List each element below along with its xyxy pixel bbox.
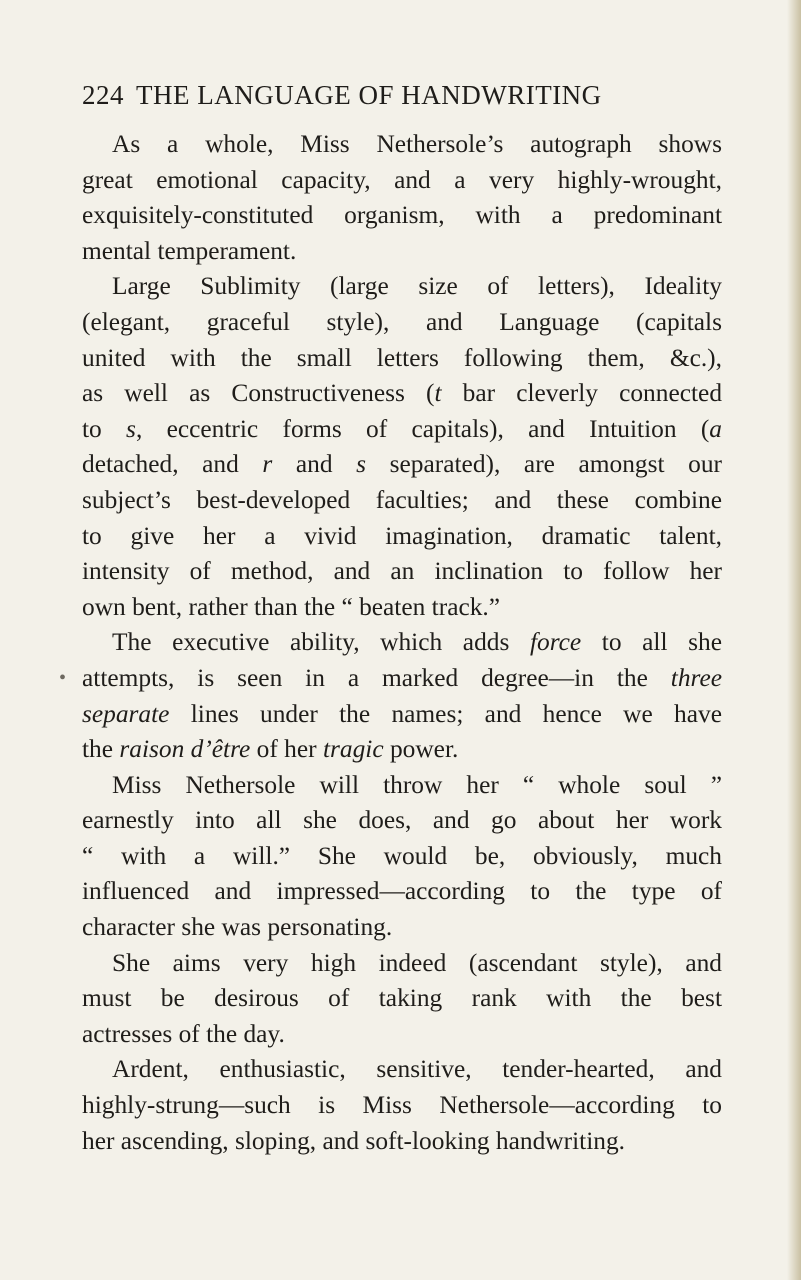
text-line: actresses of the day. [82,1019,285,1048]
text-line: great emotional capacity, and a very highly-wrought, [82,165,722,194]
text-line: exquisitely-constituted organism, with a predominant [82,201,722,230]
text-line: highly-strung—such is Miss Nethersole—according to [82,1091,722,1120]
page-edge-shadow [787,0,801,1280]
text-line: united with the small letters following them, &c.), [82,343,722,372]
text-line: to give her a vivid imagination, dramatic talent, [82,521,722,550]
text-line: must be desirous of taking rank with the best [82,984,722,1013]
text-run: as well as Constructiveness ( [82,379,435,408]
text-run: The executive ability, which adds [112,628,530,657]
body-text [59,127,723,1159]
text-line: intensity of method, and an inclination to follow her [82,557,722,586]
running-title: THE LANGUAGE OF HANDWRITING [136,80,602,110]
text-line [59,661,722,697]
text-line [82,625,722,661]
text-line: own bent, rather than the “ beaten track.” [82,592,501,621]
text-line: influenced and impressed—according to the type of [82,877,722,906]
text-line: mental temperament. [82,236,297,265]
text-run: to all she [581,628,722,657]
italic-phrase: raison d’être [119,735,251,764]
text-line [82,697,722,733]
text-line [82,412,722,448]
text-run: power. [383,735,459,764]
text-run: separated), are amongst our [366,450,722,479]
italic-word: three [670,663,722,692]
text-line: (elegant, graceful style), and Language (capitals [82,307,722,336]
text-line: earnestly into all she does, and go about her work [82,806,722,835]
italic-word: separate [82,699,170,728]
text-run: attempts, is seen in a marked degree—in the [82,663,671,692]
text-run: , eccentric forms of capitals), and Intuition ( [135,414,710,443]
text-line: character she was personating. [82,913,393,942]
text-line: As a whole, Miss Nethersole’s autograph shows [112,130,722,158]
margin-mark: • [59,666,67,689]
text-line [82,732,722,768]
italic-letter: s [356,450,367,479]
running-header [82,80,722,111]
text-line [82,447,722,483]
text-run: to [82,414,127,443]
page-number: 224 [82,80,124,110]
italic-word: tragic [322,735,384,764]
text-line: She aims very high indeed (ascendant style), and [112,948,722,977]
text-line: “ with a will.” She would be, obviously, much [82,841,722,870]
text-line: Miss Nethersole will throw her “ whole soul ” [112,770,722,799]
text-run: lines under the names; and hence we have [169,699,722,728]
text-line: Ardent, enthusiastic, sensitive, tender-hearted, and [112,1055,722,1084]
text-run: the [82,735,120,764]
text-run: and [272,450,357,479]
text-run: detached, and [82,450,263,479]
text-line: subject’s best-developed faculties; and these combine [82,485,722,514]
italic-letter: t [434,379,442,408]
text-run: of her [250,735,323,764]
text-run: bar cleverly connected [441,379,723,408]
text-line: Large Sublimity (large size of letters), Ideality [112,272,722,301]
italic-letter: a [709,414,722,443]
italic-letter: r [262,450,273,479]
italic-letter: s [126,414,136,443]
text-line: her ascending, sloping, and soft-looking handwriting. [82,1126,625,1155]
text-line [82,376,722,412]
italic-word: force [529,628,582,657]
